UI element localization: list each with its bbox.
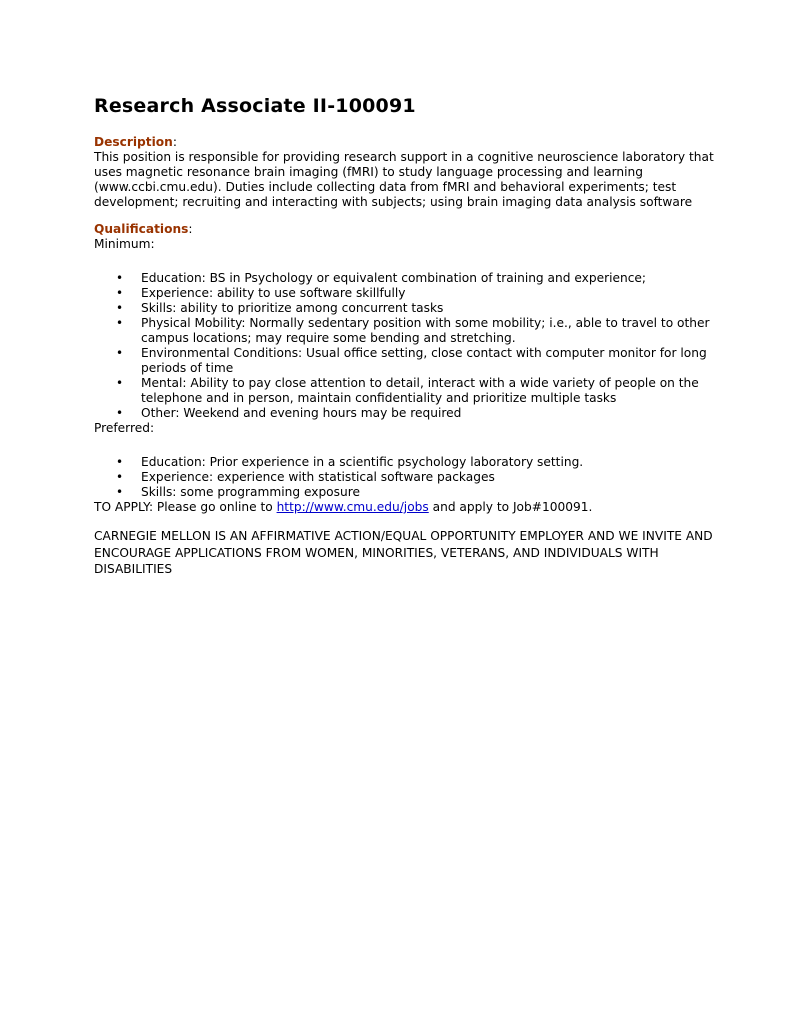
bullet-icon: • bbox=[116, 470, 124, 484]
preferred-qualifications-list bbox=[94, 455, 714, 500]
apply-instructions bbox=[94, 500, 714, 515]
list-item bbox=[94, 316, 714, 346]
list-item-text: Experience: ability to use software skillfully bbox=[141, 286, 406, 300]
apply-prefix: TO APPLY: Please go online to bbox=[94, 500, 277, 514]
list-item-text: Skills: ability to prioritize among concurrent tasks bbox=[141, 301, 444, 315]
list-item bbox=[94, 271, 714, 286]
bullet-icon: • bbox=[116, 376, 124, 390]
preferred-label: Preferred: bbox=[94, 421, 155, 435]
list-item-text: Education: Prior experience in a scientific psychology laboratory setting. bbox=[141, 455, 584, 469]
description-heading bbox=[94, 135, 714, 150]
list-item-text: Environmental Conditions: Usual office setting, close contact with computer monitor for long periods of time bbox=[141, 346, 707, 375]
minimum-qualifications-list bbox=[94, 271, 714, 421]
description-heading-colon: : bbox=[172, 135, 177, 149]
list-item bbox=[94, 376, 714, 406]
description-heading-label: Description bbox=[94, 135, 173, 149]
bullet-icon: • bbox=[116, 455, 124, 469]
qualifications-heading-colon: : bbox=[188, 222, 193, 236]
minimum-label: Minimum: bbox=[94, 237, 155, 251]
bullet-icon: • bbox=[116, 316, 124, 330]
bullet-icon: • bbox=[116, 485, 124, 499]
list-item bbox=[94, 286, 714, 301]
jobs-link[interactable]: http://www.cmu.edu/jobs bbox=[276, 500, 429, 514]
bullet-icon: • bbox=[116, 286, 124, 300]
list-item bbox=[94, 406, 714, 421]
list-item-text: Physical Mobility: Normally sedentary position with some mobility; i.e., able to travel to other campus locations; may require some bending and stretching. bbox=[141, 316, 710, 345]
list-item-text: Skills: some programming exposure bbox=[141, 485, 360, 499]
apply-suffix: and apply to Job#100091. bbox=[428, 500, 593, 514]
list-item bbox=[94, 346, 714, 376]
list-item-text: Mental: Ability to pay close attention to detail, interact with a wide variety of people on the telephone and in person, maintain confidentiality and prioritize multiple tasks bbox=[141, 376, 699, 405]
eeo-statement: CARNEGIE MELLON IS AN AFFIRMATIVE ACTION/EQUAL OPPORTUNITY EMPLOYER AND WE INVITE AND ENCOURAGE APPLICATIONS FROM WOMEN, MINORITIES, VETERANS, AND INDIVIDUALS WITH DISABILITIES bbox=[94, 529, 713, 576]
list-item-text: Other: Weekend and evening hours may be required bbox=[141, 406, 462, 420]
list-item bbox=[94, 301, 714, 316]
bullet-icon: • bbox=[116, 406, 124, 420]
list-item bbox=[94, 470, 714, 485]
bullet-icon: • bbox=[116, 301, 124, 315]
description-text: This position is responsible for providing research support in a cognitive neuroscience laboratory that uses magnetic resonance brain imaging (fMRI) to study language processing and learning (www.ccbi.cmu.edu). Duties include collecting data from fMRI and behavioral experiments; test development; recruiting and interacting with subjects; using brain imaging data analysis software bbox=[94, 150, 714, 209]
qualifications-heading bbox=[94, 222, 714, 237]
qualifications-heading-label: Qualifications bbox=[94, 222, 189, 236]
list-item-text: Experience: experience with statistical software packages bbox=[141, 470, 495, 484]
bullet-icon: • bbox=[116, 346, 124, 360]
page-title: Research Associate II-100091 bbox=[94, 95, 416, 117]
job-posting bbox=[94, 94, 714, 578]
list-item bbox=[94, 455, 714, 470]
list-item-text: Education: BS in Psychology or equivalent combination of training and experience; bbox=[141, 271, 647, 285]
bullet-icon: • bbox=[116, 271, 124, 285]
list-item bbox=[94, 485, 714, 500]
